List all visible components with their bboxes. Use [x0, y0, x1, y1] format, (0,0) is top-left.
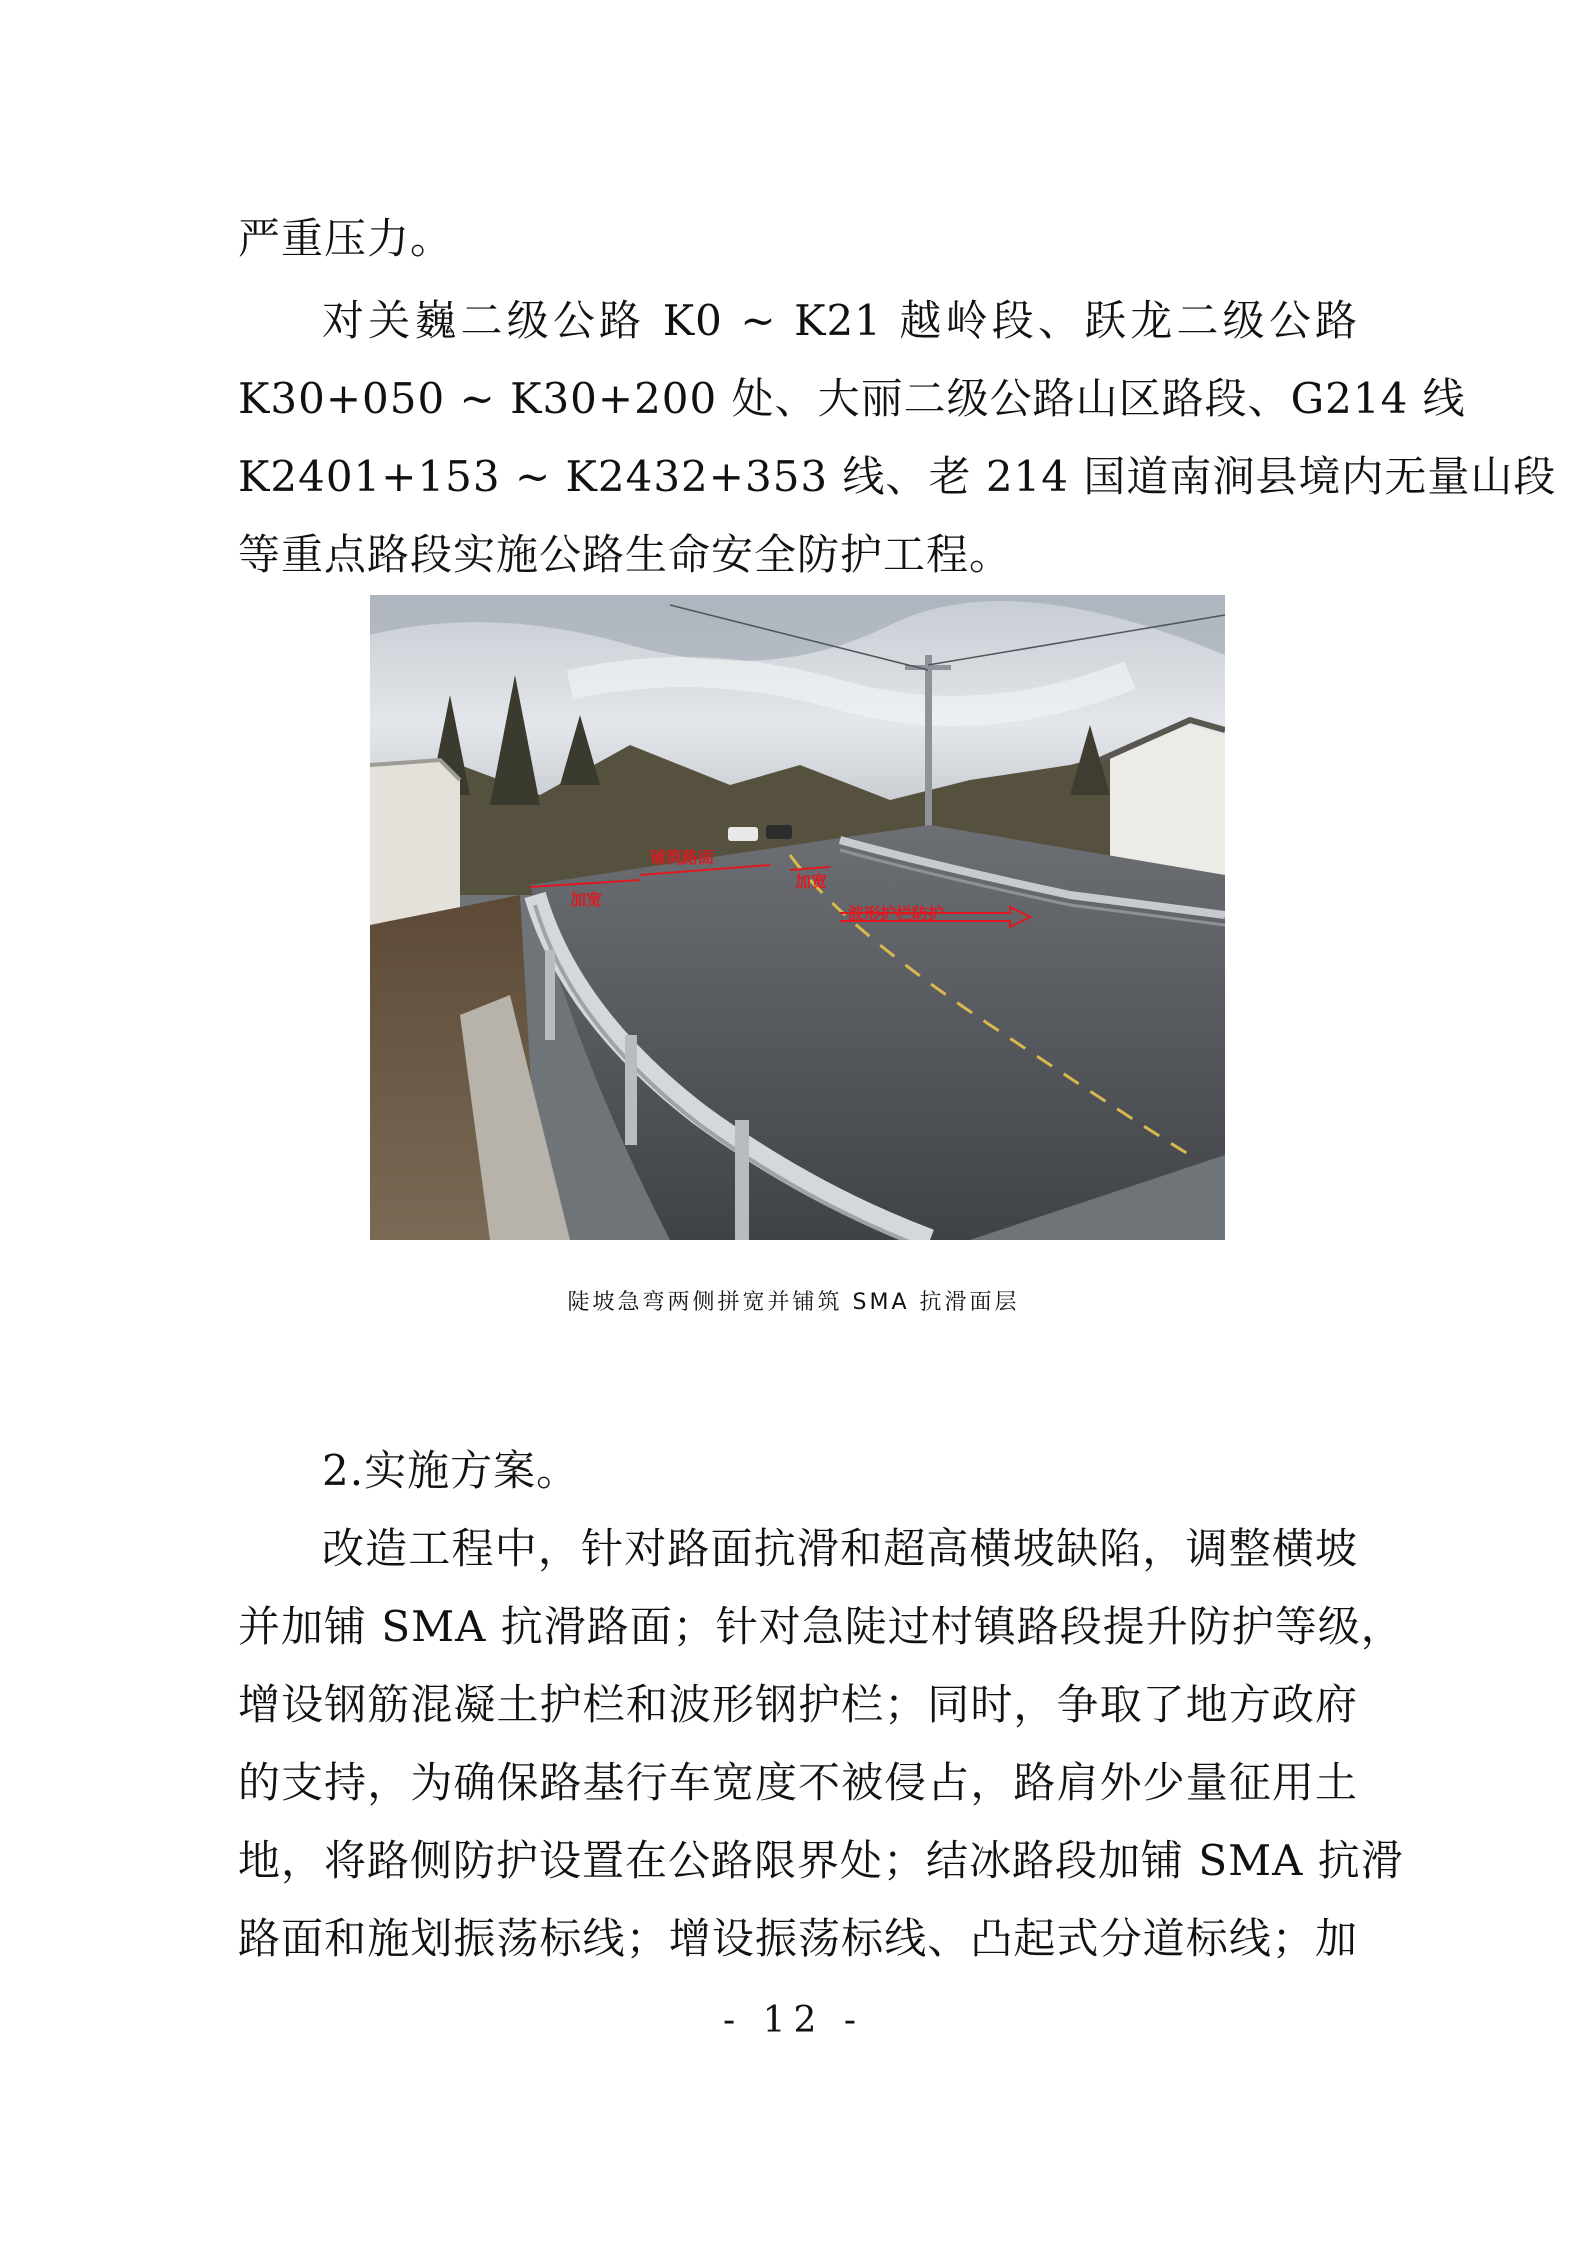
section-2-line-2: 并加铺 SMA 抗滑路面；针对急陡过村镇路段提升防护等级，: [238, 1602, 1404, 1651]
section-2-line-5: 地，将路侧防护设置在公路限界处；结冰路段加铺 SMA 抗滑: [238, 1836, 1404, 1885]
figure-caption: 陡坡急弯两侧拼宽并铺筑 SMA 抗滑面层: [567, 1290, 1020, 1315]
road-photo: [370, 595, 1225, 1240]
photo-label-pavement: 铺筑路面: [650, 848, 715, 867]
section-2-line-4: 的支持，为确保路基行车宽度不被侵占，路肩外少量征用土: [238, 1758, 1358, 1807]
section-2-line-3: 增设钢筋混凝土护栏和波形钢护栏；同时，争取了地方政府: [238, 1680, 1358, 1729]
section-2-line-1: 改造工程中，针对路面抗滑和超高横坡缺陷，调整横坡: [322, 1524, 1358, 1573]
paragraph-2-line-2: K30+050 ~ K30+200 处、大丽二级公路山区路段、G214 线: [238, 374, 1466, 423]
section-2-line-6: 路面和施划振荡标线；增设振荡标线、凸起式分道标线；加: [238, 1914, 1358, 1963]
section-2-heading: 2.实施方案。: [322, 1446, 580, 1495]
paragraph-2-line-4: 等重点路段实施公路生命安全防护工程。: [238, 530, 1013, 579]
page-number: - 12 -: [722, 2000, 865, 2041]
paragraph-1-line-1: 严重压力。: [238, 214, 454, 263]
photo-label-guardrail: 波形护栏防护: [848, 904, 945, 923]
paragraph-2-line-3: K2401+153 ~ K2432+353 线、老 214 国道南涧县境内无量山段: [238, 452, 1557, 501]
road-photo-illustration: [370, 595, 1225, 1240]
photo-label-widening-right: 加宽: [795, 872, 828, 891]
photo-label-widening-left: 加宽: [570, 890, 603, 909]
paragraph-2-line-1: 对关巍二级公路 K0 ~ K21 越岭段、跃龙二级公路: [322, 296, 1358, 345]
